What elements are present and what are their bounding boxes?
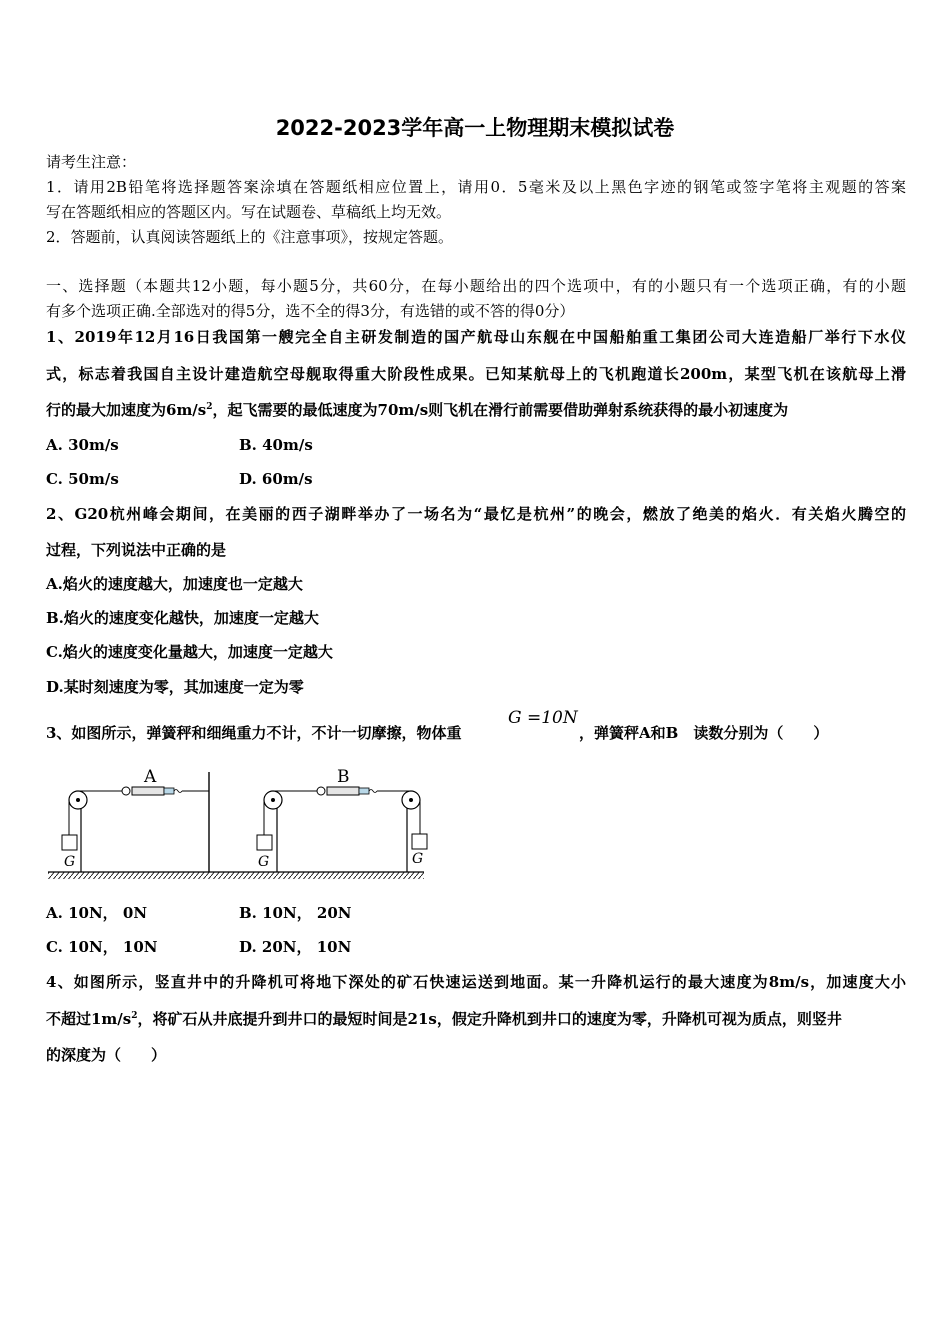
notice-item-2: 2．答题前，认真阅读答题纸上的《注意事项》，按规定答题。 [46, 228, 454, 246]
q3-text-a: 3、如图所示，弹簧秤和细绳重力不计，不计一切摩擦，物体重 [46, 724, 462, 742]
weight-block-icon [62, 835, 77, 850]
q4-text-line3: 的深度为（ ） [46, 1046, 167, 1064]
q1-sup: 2 [206, 402, 213, 412]
label-weight-2: G [258, 854, 270, 870]
weight-block-icon [257, 835, 272, 850]
q1-option-d[interactable]: D. 60m/s [239, 470, 313, 488]
notice-item-1: 1．请用2B铅笔将选择题答案涂填在答题纸相应位置上，请用0．5毫米及以上黑色字迹的钢笔或签字笔将主观题的答案 [46, 178, 906, 196]
notice-item-1-cont: 写在答题纸相应的答题区内。写在试题卷、草稿纸上均无效。 [46, 203, 452, 221]
q1-option-b[interactable]: B. 40m/s [239, 436, 313, 454]
weight-block-icon [412, 834, 427, 849]
q4-text-line1: 4、如图所示，竖直井中的升降机可将地下深处的矿石快速运送到地面。某一升降机运行的最大速度为8m/s，加速度大小 [46, 973, 906, 991]
ground-hatch [48, 872, 424, 879]
q4-text-line2-b: ，将矿石从井底提升到井口的最短时间是21s，假定升降机到井口的速度为零，升降机可视为质点，则竖井 [137, 1010, 842, 1028]
q3-option-c[interactable]: C. 10N， 10N [46, 938, 158, 956]
label-weight-1: G [64, 854, 76, 870]
q4-sup: 2 [131, 1011, 138, 1021]
setup-b [257, 787, 427, 872]
section-heading-cont: 有多个选项正确.全部选对的得5分，选不全的得3分，有选错的或不答的得0分） [46, 302, 575, 320]
q1-option-c[interactable]: C. 50m/s [46, 470, 119, 488]
q2-option-c[interactable]: C.焰火的速度变化量越大，加速度一定越大 [46, 643, 333, 661]
q3-formula: G =10N [508, 708, 578, 728]
section-heading: 一、选择题（本题共12小题，每小题5分，共60分，在每小题给出的四个选项中，有的小题只有一个选项正确，有的小题 [46, 277, 906, 295]
q2-option-a[interactable]: A.焰火的速度越大，加速度也一定越大 [46, 575, 303, 593]
q1-text-line2: 式，标志着我国自主设计建造航空母舰取得重大阶段性成果。已知某航母上的飞机跑道长200m，某型飞机在该航母上滑 [46, 365, 906, 383]
spring-scale-a-icon [122, 787, 182, 795]
q2-option-b[interactable]: B.焰火的速度变化越快，加速度一定越大 [46, 609, 319, 627]
q3-option-d[interactable]: D. 20N， 10N [239, 938, 352, 956]
q3-option-a[interactable]: A. 10N， 0N [46, 904, 148, 922]
q1-option-a[interactable]: A. 30m/s [46, 436, 119, 454]
label-b: B [337, 767, 350, 787]
q3-text-b: ，弹簧秤A和B 读数分别为（ ） [579, 724, 829, 742]
label-weight-3: G [412, 851, 424, 867]
spring-scale-figure [46, 762, 430, 886]
q2-option-d[interactable]: D.某时刻速度为零，其加速度一定为零 [46, 678, 304, 696]
page-title: 2022-2023学年高一上物理期末模拟试卷 [275, 116, 675, 140]
q1-text-line3 [46, 400, 906, 420]
q1-text-line3-a: 行的最大加速度为6m/s [46, 401, 207, 419]
q2-text-line1: 2、G20杭州峰会期间，在美丽的西子湖畔举办了一场名为“最忆是杭州”的晚会，燃放了绝美的焰火．有关焰火腾空的 [46, 505, 906, 523]
q4-text-line2-a: 不超过1m/s [46, 1010, 132, 1028]
label-a: A [144, 767, 157, 787]
notice-heading: 请考生注意： [46, 153, 137, 171]
q4-text-line2 [46, 1009, 906, 1029]
setup-a [62, 772, 209, 872]
q1-text-line3-b: ，起飞需要的最低速度为70m/s则飞机在滑行前需要借助弹射系统获得的最小初速度为 [212, 401, 789, 419]
q1-text-line1: 1、2019年12月16日我国第一艘完全自主研发制造的国产航母山东舰在中国船舶重工集团公司大连造船厂举行下水仪 [46, 328, 906, 346]
q3-option-b[interactable]: B. 10N， 20N [239, 904, 352, 922]
q2-text-line2: 过程，下列说法中正确的是 [46, 541, 227, 559]
spring-scale-b-icon [317, 787, 377, 795]
